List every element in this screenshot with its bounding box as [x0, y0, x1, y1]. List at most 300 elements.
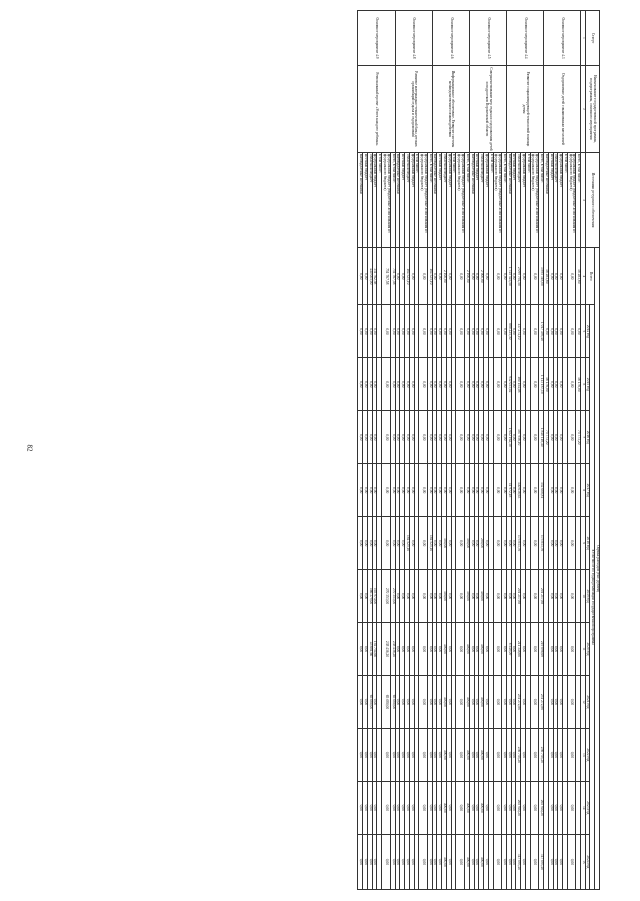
value-cell: 400,00 — [465, 728, 470, 781]
header-year: 2018 год — [585, 517, 590, 570]
source-label: внебюджетные источники — [432, 152, 437, 247]
value-cell: 0,00 — [553, 305, 558, 358]
value-cell: 0,00 — [521, 570, 526, 623]
value-cell: 0,00 — [437, 728, 442, 781]
value-cell — [451, 517, 456, 570]
value-cell: 0,00 — [400, 305, 405, 358]
header-status: Статус — [585, 11, 599, 66]
value-cell: 0,00 — [432, 411, 437, 464]
value-cell: 0,00 — [530, 623, 539, 676]
value-cell — [576, 623, 581, 676]
value-cell: 0,00 — [446, 834, 451, 889]
value-cell: 251 272,80 — [516, 675, 521, 728]
value-cell: 0,00 — [511, 411, 516, 464]
source-label: областной бюджет — [553, 152, 558, 247]
value-cell: 0,00 — [456, 781, 465, 834]
value-cell — [451, 358, 456, 411]
value-cell: 0,00 — [400, 675, 405, 728]
source-label: всего, в том числе: — [465, 152, 470, 247]
value-cell: 0,00 — [358, 248, 363, 305]
value-cell: 0,00 — [567, 517, 576, 570]
value-cell: 317 093,40 — [516, 834, 521, 889]
value-cell — [414, 464, 419, 517]
value-cell: 0,00 — [432, 305, 437, 358]
value-cell: 0,00 — [502, 570, 507, 623]
source-label: федеральный бюджет — [521, 152, 526, 247]
table-row — [502, 11, 507, 890]
value-cell: 400,00 — [479, 623, 484, 676]
value-cell: 0,00 — [405, 675, 410, 728]
value-cell — [488, 728, 493, 781]
value-cell: 0,00 — [530, 570, 539, 623]
value-cell: 0,00 — [427, 305, 432, 358]
value-cell: 8 548,09 — [506, 623, 511, 676]
source-label: местный бюджет — [474, 152, 479, 247]
header-column-number: 6 — [581, 358, 586, 411]
value-cell: 0,00 — [395, 248, 400, 305]
value-cell — [488, 411, 493, 464]
value-cell: 0,00 — [530, 248, 539, 305]
value-cell: 0,00 — [409, 728, 414, 781]
value-cell: 0,00 — [530, 675, 539, 728]
value-cell: 18 283,60 — [544, 248, 549, 305]
value-cell: 0,00 — [474, 781, 479, 834]
value-cell: 270 353,00 — [382, 570, 391, 623]
value-cell: 0,00 — [409, 248, 414, 305]
value-cell: 0,00 — [437, 517, 442, 570]
source-label: федеральный бюджет (бюджетные ассигнования из федерального бюджета) — [382, 152, 391, 247]
source-label: внебюджетные источники — [395, 152, 400, 247]
value-cell: 0,00 — [548, 305, 553, 358]
value-cell: 0,00 — [363, 728, 368, 781]
value-cell — [563, 248, 568, 305]
header-by-year-group: в том числе по годам реализации государственной программы — [590, 305, 595, 890]
value-cell: 201 217,88 — [516, 570, 521, 623]
value-cell: 0,00 — [437, 358, 442, 411]
source-label: всего, в том числе: — [576, 152, 581, 247]
value-cell: 0,00 — [484, 623, 489, 676]
value-cell: 0,00 — [427, 464, 432, 517]
value-cell: 100,00 — [442, 570, 447, 623]
header-column-number: 11 — [581, 623, 586, 676]
source-label: в том числе: — [525, 152, 530, 247]
value-cell: 0,00 — [502, 411, 507, 464]
value-cell: 265 940,20 — [516, 781, 521, 834]
value-cell: 0,00 — [567, 248, 576, 305]
value-cell: 0,00 — [372, 781, 377, 834]
value-cell — [377, 834, 382, 889]
value-cell: 0,00 — [442, 464, 447, 517]
value-cell: 0,00 — [530, 834, 539, 889]
value-cell: 219 896,69 — [539, 623, 544, 676]
value-cell: 0,00 — [530, 358, 539, 411]
value-cell: 0,00 — [511, 570, 516, 623]
value-cell: 0,00 — [432, 675, 437, 728]
value-cell: 0,00 — [558, 248, 563, 305]
value-cell: 0,00 — [553, 570, 558, 623]
value-cell — [414, 358, 419, 411]
value-cell — [414, 517, 419, 570]
value-cell: 0,00 — [419, 675, 428, 728]
value-cell: 0,00 — [372, 411, 377, 464]
value-cell: 0,00 — [548, 675, 553, 728]
value-cell: 0,00 — [363, 464, 368, 517]
value-cell: 0,00 — [395, 675, 400, 728]
value-cell: 400,00 — [479, 570, 484, 623]
value-cell: 0,00 — [544, 305, 549, 358]
value-cell: 0,00 — [511, 834, 516, 889]
value-cell: 0,00 — [427, 675, 432, 728]
value-cell: 0,00 — [456, 834, 465, 889]
value-cell: 0,00 — [437, 834, 442, 889]
value-cell: 0,00 — [469, 570, 474, 623]
value-cell: 0,00 — [567, 464, 576, 517]
value-cell: 311 762,58 — [372, 248, 377, 305]
value-cell: 0,00 — [382, 411, 391, 464]
value-cell: 0,00 — [372, 464, 377, 517]
value-cell: 0,00 — [400, 464, 405, 517]
header-year: 2023 год — [585, 781, 590, 834]
value-cell: 0,00 — [405, 834, 410, 889]
value-cell: 175 813,76 — [516, 517, 521, 570]
value-cell: 0,00 — [419, 834, 428, 889]
value-cell: 0,00 — [479, 411, 484, 464]
value-cell: 0,00 — [548, 570, 553, 623]
value-cell: 0,00 — [502, 675, 507, 728]
source-label: областной бюджет — [516, 152, 521, 247]
value-cell: 0,00 — [521, 411, 526, 464]
value-cell: 16 176,00 — [576, 358, 581, 411]
value-cell — [544, 464, 549, 517]
value-cell: 265 940,20 — [539, 781, 544, 834]
header-column-number: 9 — [581, 517, 586, 570]
value-cell: 0,00 — [409, 358, 414, 411]
value-cell — [576, 570, 581, 623]
value-cell: 0,00 — [548, 517, 553, 570]
source-label: областной бюджет — [405, 152, 410, 247]
value-cell: 0,00 — [502, 517, 507, 570]
value-cell: 0,00 — [553, 464, 558, 517]
value-cell: 0,00 — [511, 781, 516, 834]
value-cell: 0,00 — [395, 464, 400, 517]
value-cell: 0,00 — [474, 570, 479, 623]
value-cell: 0,00 — [367, 411, 372, 464]
value-cell: 0,00 — [446, 411, 451, 464]
header-column-number: 4 — [581, 248, 586, 305]
source-label: внебюджетные источники — [544, 152, 549, 247]
value-cell: 270 353,00 — [390, 570, 395, 623]
value-cell: 0,00 — [530, 517, 539, 570]
value-cell — [563, 781, 568, 834]
value-cell: 100,00 — [465, 570, 470, 623]
section-name: Развитие материально-технической базы детских организаций отдыха и оздоровления — [395, 66, 432, 153]
value-cell — [576, 728, 581, 781]
value-cell — [488, 358, 493, 411]
value-cell: 0,00 — [446, 358, 451, 411]
value-cell: 0,00 — [502, 358, 507, 411]
header-column-number: 7 — [581, 411, 586, 464]
value-cell: 187 956,10 — [516, 411, 521, 464]
value-cell: 0,00 — [484, 728, 489, 781]
header-column-number: 3 — [581, 152, 586, 247]
value-cell: 0,00 — [432, 464, 437, 517]
source-label: в том числе: — [563, 152, 568, 247]
value-cell: 0,00 — [363, 248, 368, 305]
value-cell: 0,00 — [506, 834, 511, 889]
value-cell — [576, 517, 581, 570]
value-cell: 0,00 — [382, 358, 391, 411]
section-status: Основное мероприятие 4.8 — [395, 11, 432, 66]
value-cell: 0,00 — [400, 570, 405, 623]
value-cell — [488, 834, 493, 889]
value-cell — [377, 781, 382, 834]
value-cell: 0,00 — [427, 623, 432, 676]
value-cell: 400,00 — [442, 623, 447, 676]
value-cell — [563, 728, 568, 781]
value-cell: 0,00 — [521, 358, 526, 411]
value-cell: 0,00 — [511, 728, 516, 781]
value-cell — [488, 305, 493, 358]
value-cell: 0,00 — [521, 305, 526, 358]
value-cell: 0,00 — [409, 781, 414, 834]
value-cell: 0,00 — [372, 834, 377, 889]
value-cell: 0,00 — [456, 464, 465, 517]
value-cell: 0,00 — [358, 570, 363, 623]
value-cell: 0,00 — [511, 517, 516, 570]
value-cell: 0,00 — [456, 358, 465, 411]
value-cell: 0,00 — [469, 517, 474, 570]
value-cell — [563, 623, 568, 676]
funding-table — [357, 10, 600, 890]
value-cell — [563, 517, 568, 570]
value-cell: 0,00 — [363, 675, 368, 728]
value-cell — [563, 675, 568, 728]
section-status: Основное мероприятие 4.3 — [544, 11, 581, 66]
value-cell: 0,00 — [530, 781, 539, 834]
value-cell: 0,00 — [493, 834, 502, 889]
source-label: в том числе: — [377, 152, 382, 247]
value-cell: 0,00 — [446, 623, 451, 676]
value-cell — [525, 411, 530, 464]
value-cell: 0,00 — [409, 834, 414, 889]
value-cell — [377, 570, 382, 623]
value-cell: 0,00 — [553, 781, 558, 834]
value-cell: 192 754,60 — [372, 623, 377, 676]
section-name: Развитие социализирующей технологий помощи детям — [506, 66, 543, 153]
value-cell: 2 100,00 — [442, 248, 447, 305]
value-cell: 0,00 — [469, 834, 474, 889]
value-cell: 0,00 — [493, 464, 502, 517]
value-cell — [563, 834, 568, 889]
value-cell: 0,00 — [395, 623, 400, 676]
value-cell: 0,00 — [506, 570, 511, 623]
value-cell: 0,00 — [400, 517, 405, 570]
value-cell — [576, 781, 581, 834]
section-name: Информационное обеспечение. Развитие системы межведомственного взаимодействия — [432, 66, 469, 153]
value-cell: 137 274,10 — [516, 305, 521, 358]
value-cell: 0,00 — [437, 623, 442, 676]
value-cell: 0,00 — [548, 623, 553, 676]
value-cell: 0,00 — [358, 305, 363, 358]
value-cell: 0,00 — [506, 675, 511, 728]
value-cell: 0,00 — [382, 834, 391, 889]
value-cell: 0,00 — [419, 728, 428, 781]
value-cell: 0,00 — [372, 675, 377, 728]
value-cell: 0,00 — [502, 464, 507, 517]
value-cell: 0,00 — [474, 834, 479, 889]
value-cell: 0,00 — [427, 834, 432, 889]
value-cell: 100,00 — [465, 517, 470, 570]
value-cell — [377, 675, 382, 728]
table-body — [358, 11, 581, 890]
value-cell — [563, 358, 568, 411]
header-year: 2024 год — [585, 834, 590, 889]
value-cell: 0,00 — [409, 675, 414, 728]
value-cell: 0,00 — [437, 305, 442, 358]
value-cell: 0,00 — [558, 623, 563, 676]
value-cell: 0,00 — [382, 305, 391, 358]
value-cell: 0,00 — [493, 305, 502, 358]
value-cell: 0,00 — [530, 305, 539, 358]
value-cell: 0,00 — [553, 834, 558, 889]
value-cell: 0,00 — [400, 728, 405, 781]
value-cell: 440 005,00 — [367, 248, 372, 305]
value-cell — [525, 464, 530, 517]
value-cell: 0,00 — [511, 358, 516, 411]
value-cell: 0,00 — [474, 623, 479, 676]
value-cell: 0,00 — [521, 834, 526, 889]
value-cell: 0,00 — [493, 517, 502, 570]
value-cell: 0,00 — [465, 464, 470, 517]
value-cell: 0,00 — [553, 358, 558, 411]
value-cell: 0,00 — [427, 358, 432, 411]
section-name: Оздоровление детей с выявленным патологией — [544, 66, 581, 153]
value-cell — [451, 248, 456, 305]
value-cell: 0,00 — [469, 781, 474, 834]
value-cell: 0,00 — [474, 675, 479, 728]
value-cell: 0,00 — [405, 411, 410, 464]
value-cell: 400,00 — [442, 781, 447, 834]
value-cell: 0,00 — [405, 570, 410, 623]
value-cell: 400,00 — [479, 834, 484, 889]
value-cell: 0,00 — [419, 358, 428, 411]
value-cell: 0,00 — [358, 728, 363, 781]
value-cell: 0,00 — [409, 570, 414, 623]
value-cell: 0,00 — [437, 570, 442, 623]
value-cell: 0,00 — [400, 834, 405, 889]
value-cell: 0,00 — [506, 517, 511, 570]
header-year: 2019 год — [585, 570, 590, 623]
value-cell: 0,00 — [419, 248, 428, 305]
value-cell: 400,00 — [479, 728, 484, 781]
value-cell — [563, 411, 568, 464]
rotated-page — [40, 10, 600, 890]
value-cell: 0,00 — [446, 305, 451, 358]
value-cell: 751 767,58 — [382, 248, 391, 305]
value-cell — [377, 411, 382, 464]
value-cell — [377, 728, 382, 781]
value-cell — [576, 675, 581, 728]
value-cell: 0,00 — [432, 248, 437, 305]
value-cell: 0,00 — [511, 623, 516, 676]
value-cell: 0,00 — [367, 781, 372, 834]
value-cell: 65 080,00 — [390, 675, 395, 728]
value-cell: 0,00 — [567, 411, 576, 464]
value-cell: 0,00 — [405, 623, 410, 676]
value-cell: 0,00 — [502, 834, 507, 889]
source-label: всего, в том числе: — [502, 152, 507, 247]
source-label: федеральный бюджет (бюджетные ассигнования из федерального бюджета) — [456, 152, 465, 247]
value-cell: 0,00 — [395, 517, 400, 570]
source-label: федеральный бюджет (бюджетные ассигнования из федерального бюджета) — [419, 152, 428, 247]
value-cell — [544, 834, 549, 889]
source-label: федеральный бюджет (бюджетные ассигнования из федерального бюджета) — [567, 152, 576, 247]
value-cell: 0,00 — [558, 358, 563, 411]
value-cell: 0,00 — [465, 411, 470, 464]
value-cell: 0,00 — [530, 728, 539, 781]
value-cell: 0,00 — [493, 570, 502, 623]
value-cell: 1 745 525,50 — [506, 248, 511, 305]
value-cell: 0,00 — [558, 728, 563, 781]
value-cell: 0,00 — [363, 570, 368, 623]
value-cell: 0,00 — [395, 305, 400, 358]
value-cell — [377, 623, 382, 676]
value-cell: 0,00 — [358, 834, 363, 889]
value-cell — [488, 675, 493, 728]
header-column-number: 12 — [581, 675, 586, 728]
value-cell — [451, 464, 456, 517]
value-cell: 0,00 — [548, 248, 553, 305]
value-cell: 0,00 — [456, 248, 465, 305]
header-column-number: 10 — [581, 570, 586, 623]
value-cell — [451, 305, 456, 358]
value-cell: 0,00 — [511, 464, 516, 517]
value-cell: 184 525,10 — [427, 248, 432, 305]
value-cell: 0,00 — [437, 464, 442, 517]
value-cell: 0,00 — [558, 834, 563, 889]
value-cell: 0,00 — [493, 411, 502, 464]
value-cell: 0,00 — [548, 358, 553, 411]
section-status: Основное мероприятие 4.5 — [469, 11, 506, 66]
source-label: федеральный бюджет (бюджетные ассигнования из федерального бюджета) — [493, 152, 502, 247]
value-cell: 0,00 — [502, 248, 507, 305]
value-cell: 0,00 — [358, 464, 363, 517]
value-cell: 0,00 — [553, 675, 558, 728]
value-cell — [377, 305, 382, 358]
value-cell: 0,00 — [405, 464, 410, 517]
value-cell: 0,00 — [521, 781, 526, 834]
header-year: 2016 год — [585, 411, 590, 464]
source-label: в том числе: — [451, 152, 456, 247]
value-cell: 0,00 — [390, 358, 395, 411]
value-cell: 0,00 — [567, 675, 576, 728]
value-cell: 0,00 — [409, 464, 414, 517]
section-status: Основное мероприятие 4.4 — [506, 11, 543, 66]
section-status: Основное мероприятие 4.9 — [358, 11, 395, 66]
value-cell — [525, 517, 530, 570]
value-cell: 0,00 — [474, 305, 479, 358]
value-cell — [488, 570, 493, 623]
value-cell: 0,00 — [469, 464, 474, 517]
value-cell: 0,00 — [400, 358, 405, 411]
value-cell: 0,00 — [521, 517, 526, 570]
value-cell: 0,00 — [558, 675, 563, 728]
value-cell: 0,00 — [465, 358, 470, 411]
value-cell: 0,00 — [437, 675, 442, 728]
value-cell: 0,00 — [442, 358, 447, 411]
value-cell: 0,00 — [382, 728, 391, 781]
value-cell — [544, 570, 549, 623]
